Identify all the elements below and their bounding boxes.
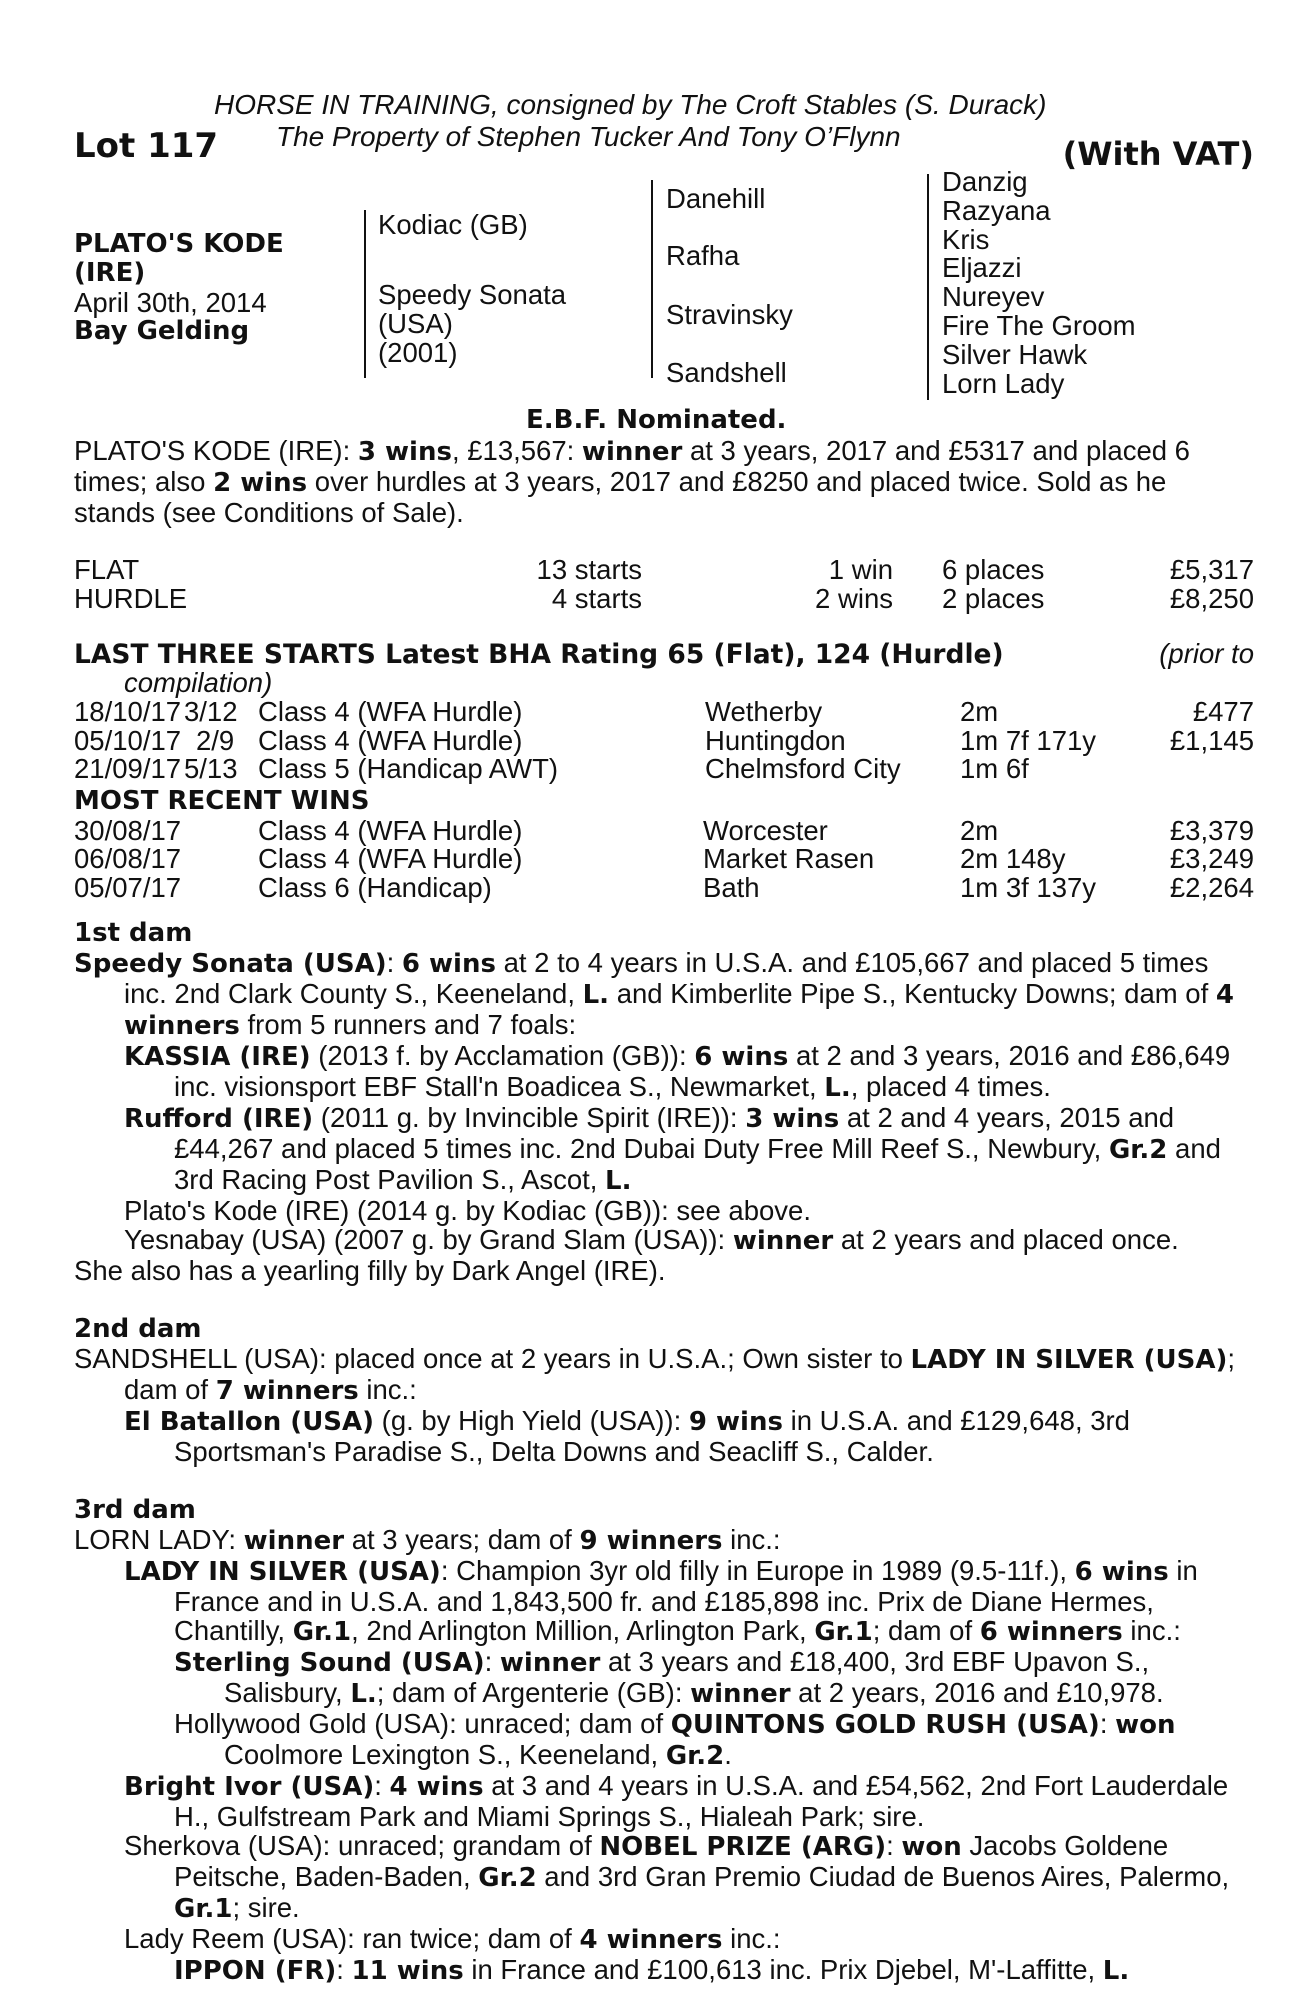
last-three-heading: LAST THREE STARTS Latest BHA Rating 65 (Flat), 124 (Hurdle) [74,639,1004,670]
first-dam-heading: 1st dam [74,918,193,948]
most-recent-wins [74,787,1254,902]
produce-el-batallon: El Batallon (USA) (g. by High Yield (USA)): 9 wins in U.S.A. and £129,648, 3rd Sportsman's Paradise S., Delta Downs and Seacliff S., Calder. [124,1405,1130,1467]
pedigree-sire-dam: Rafha [666,240,740,271]
second-dam-heading: 2nd dam [74,1314,202,1344]
second-dam-section [74,1315,1254,1466]
last-three-starts: LAST THREE STARTS Latest BHA Rating 65 (Flat), 124 (Hurdle) (prior to compilation) 18/10/17 3/12 Class 4 (WFA Hurdle) Wetherby 2m £477 05/10/17 2/9 Class 4 (WFA Hurdle) Huntingdon 1m 7f 171y £1,145 21/09/17 5/13 Class 5 (Handicap AWT) Chelmsford City 1m 6f [74,638,1254,784]
pedigree-bracket-2 [651,180,653,378]
win-row: 05/07/17 Class 6 (Handicap) Bath 1m 3f 137y £2,264 [74,871,1254,903]
first-dam-paragraph: Speedy Sonata (USA): 6 wins at 2 to 4 years in U.S.A. and £105,667 and placed 5 times inc. 2nd Clark County S., Keeneland, L. and Kimberlite Pipe S., Kentucky Downs; dam of 4 winners from 5 runners and 7 foals: [74,947,1234,1041]
catalogue-page [74,90,1254,1986]
pedigree-gen3: Danzig Razyana Kris Eljazzi Nureyev Fire The Groom Silver Hawk Lorn Lady [942,166,1136,399]
horse-name: PLATO'S KODE [74,229,284,259]
produce-rufford: Rufford (IRE) (2011 g. by Invincible Spirit (IRE)): 3 wins at 2 and 4 years, 2015 and £44,267 and placed 5 times inc. 2nd Dubai Duty Free Mill Reef S., Newbury, Gr.2 and 3rd Racing Post Pavilion S., Ascot, L. [124,1102,1221,1196]
pedigree-table [74,166,1254,435]
first-dam-section [74,919,1254,1285]
start-row: 21/09/17 5/13 Class 5 (Handicap AWT) Chelmsford City 1m 6f [74,753,1029,784]
record-row-hurdle: HURDLE 4 starts 2 wins 2 places £8,250 [74,582,1254,614]
yearling-note: She also has a yearling filly by Dark Angel (IRE). [74,1255,666,1286]
produce-sterling-sound: Sterling Sound (USA): winner at 3 years and £18,400, 3rd EBF Upavon S., Salisbury, L.; dam of Argenterie (GB): winner at 2 years, 2016 and £10,978. [174,1646,1164,1709]
produce-ippon: IPPON (FR): 11 wins in France and £100,613 inc. Prix Djebel, M'-Laffitte, L. [174,1954,1130,1986]
third-dam-paragraph: LORN LADY: winner at 3 years; dam of 9 winners inc.: [74,1524,781,1556]
win-row: 06/08/17 Class 4 (WFA Hurdle) Market Rasen 2m 148y £3,249 [74,843,1254,874]
horse-country: (IRE) [74,258,146,288]
produce-lady-reem: Lady Reem (USA): ran twice; dam of 4 winners inc.: [124,1923,781,1955]
pedigree-sire: Kodiac (GB) [378,209,528,240]
pedigree-bracket-3 [927,174,929,400]
pedigree-dam-dam: Sandshell [666,357,787,388]
produce-bright-ivor: Bright Ivor (USA): 4 wins at 3 and 4 years in U.S.A. and £54,562, 2nd Fort Lauderdale H., Gulfstream Park and Miami Springs S., Hialeah Park; sire. [124,1770,1229,1832]
pedigree-dam: Speedy Sonata (USA) (2001) [378,279,567,368]
racing-record [74,555,1254,613]
vat-label: (With VAT) [1062,135,1254,173]
pedigree-dam-sire: Stravinsky [666,299,793,330]
recent-wins-heading: MOST RECENT WINS [74,785,370,816]
race-summary: PLATO'S KODE (IRE): 3 wins, £13,567: winner at 3 years, 2017 and £5317 and placed 6 times; also 2 wins over hurdles at 3 years, 2017 and £8250 and placed twice. Sold as he stands (see Conditions of Sale). [74,435,1190,528]
second-dam-paragraph: SANDSHELL (USA): placed once at 2 years in U.S.A.; Own sister to LADY IN SILVER (USA); dam of 7 winners inc.: [74,1343,1235,1406]
foaling-date: April 30th, 2014 [74,287,267,318]
produce-hollywood-gold: Hollywood Gold (USA): unraced; dam of QUINTONS GOLD RUSH (USA): won Coolmore Lexington S., Keeneland, Gr.2. [174,1708,1176,1771]
lot-header [74,90,1254,180]
produce-platos-kode: Plato's Kode (IRE) (2014 g. by Kodiac (GB)): see above. [124,1195,811,1226]
pedigree-bracket-1 [364,210,366,378]
pedigree-sire-sire: Danehill [666,183,766,214]
start-row: 18/10/17 3/12 Class 4 (WFA Hurdle) Wetherby 2m £477 [74,696,1254,727]
ebf-nomination: E.B.F. Nominated. [526,405,787,435]
produce-kassia: KASSIA (IRE) (2013 f. by Acclamation (GB)): 6 wins at 2 and 3 years, 2016 and £86,649 inc. visionsport EBF Stall'n Boadicea S., Newmarket, L., placed 4 times. [124,1040,1231,1103]
start-row: 05/10/17 2/9 Class 4 (WFA Hurdle) Huntingdon 1m 7f 171y £1,145 [74,724,1254,756]
produce-lady-in-silver: LADY IN SILVER (USA): Champion 3yr old filly in Europe in 1989 (9.5-11f.), 6 wins in France and in U.S.A. and 1,843,500 fr. and £185,898 inc. Prix de Diane Hermes, Chantilly, Gr.1, 2nd Arlington Million, Arlington Park, Gr.1; dam of 6 winners inc.: [124,1555,1198,1647]
consignment-line: HORSE IN TRAINING, consigned by The Croft Stables (S. Durack) [214,89,1047,120]
win-row: 30/08/17 Class 4 (WFA Hurdle) Worcester 2m £3,379 [74,814,1254,846]
horse-details [74,230,284,346]
horse-description: Bay Gelding [74,316,250,346]
record-row-flat: FLAT 13 starts 1 win 6 places £5,317 [74,554,1254,585]
third-dam-section [74,1496,1254,1986]
lot-number: Lot 117 [74,126,219,166]
produce-yesnabay: Yesnabay (USA) (2007 g. by Grand Slam (USA)): winner at 2 years and placed once. [124,1224,1179,1256]
property-line: The Property of Stephen Tucker And Tony O’Flynn [276,121,901,152]
produce-sherkova: Sherkova (USA): unraced; grandam of NOBEL PRIZE (ARG): won Jacobs Goldene Peitsche, Baden-Baden, Gr.2 and 3rd Gran Premio Ciudad de Buenos Aires, Palermo, Gr.1; sire. [124,1830,1230,1924]
third-dam-heading: 3rd dam [74,1495,196,1525]
